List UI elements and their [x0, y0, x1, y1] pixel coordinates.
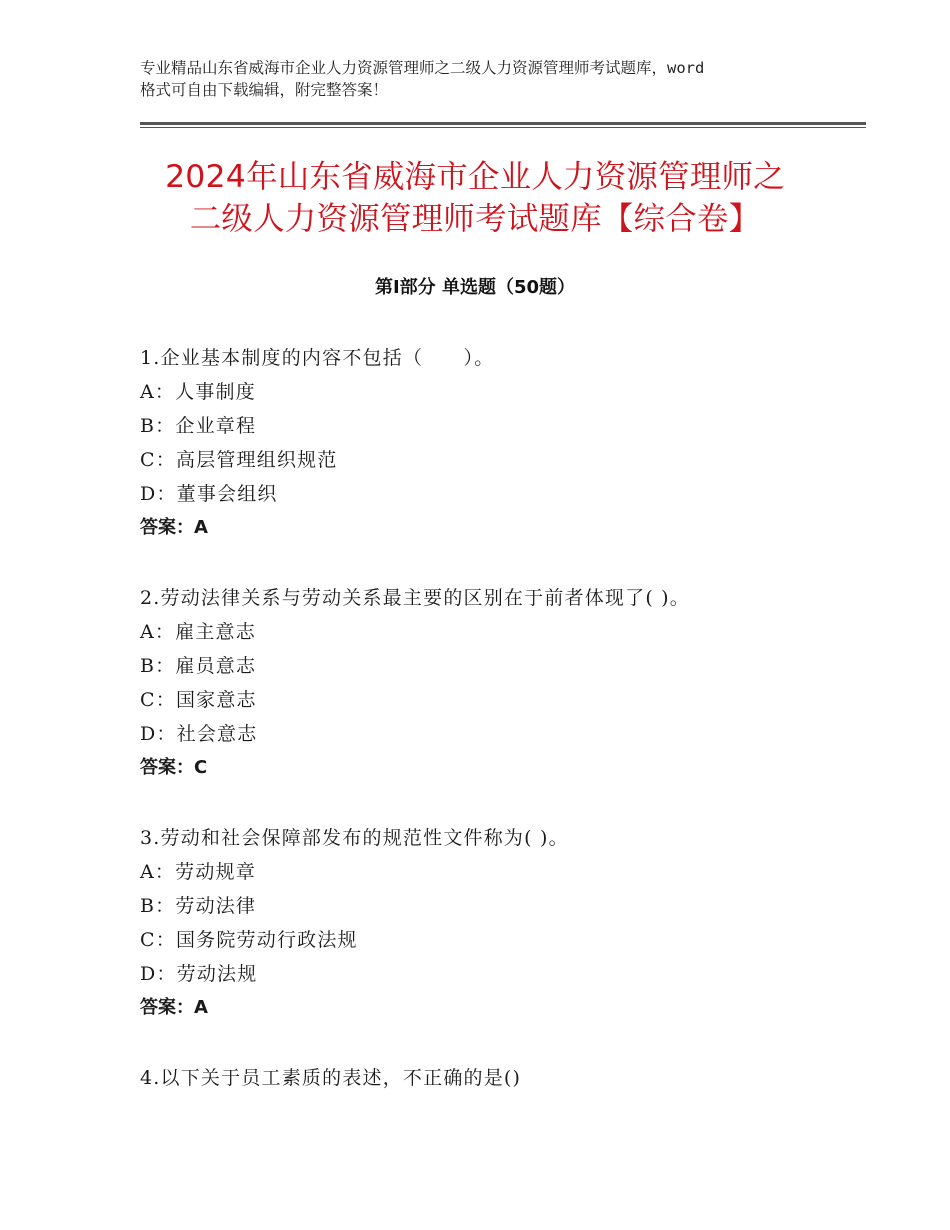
question-1	[140, 344, 860, 548]
header-note-line-2: 格式可自由下载编辑，附完整答案！	[140, 81, 389, 99]
header-rule-thin	[140, 127, 866, 128]
option-b: B：劳动法律	[140, 895, 257, 917]
option-a: A：雇主意志	[140, 621, 256, 643]
option-b: B：雇员意志	[140, 655, 257, 677]
question-4	[140, 1064, 860, 1098]
title-line-2: 二级人力资源管理师考试题库【综合卷】	[189, 201, 761, 237]
question-spacer	[140, 548, 860, 584]
option-c: C：高层管理组织规范	[140, 449, 338, 471]
title-line-1: 2024年山东省威海市企业人力资源管理师之	[165, 159, 785, 195]
question-3	[140, 824, 860, 1028]
question-stem: 4.以下关于员工素质的表述，不正确的是()	[140, 1067, 522, 1089]
question-list	[140, 344, 860, 1098]
answer-label: 答案：C	[140, 757, 208, 778]
question-2	[140, 584, 860, 788]
document-title	[95, 156, 855, 240]
answer-label: 答案：A	[140, 997, 208, 1018]
option-b: B：企业章程	[140, 415, 257, 437]
header-note	[140, 57, 830, 101]
question-spacer	[140, 788, 860, 824]
answer-label: 答案：A	[140, 517, 208, 538]
option-d: D：劳动法规	[140, 963, 258, 985]
header-rule-thick	[140, 122, 866, 125]
option-a: A：人事制度	[140, 381, 256, 403]
question-stem: 2.劳动法律关系与劳动关系最主要的区别在于前者体现了( )。	[140, 587, 690, 609]
question-spacer	[140, 1028, 860, 1064]
option-c: C：国家意志	[140, 689, 257, 711]
option-d: D：社会意志	[140, 723, 258, 745]
section-heading: 第Ⅰ部分 单选题（50题）	[374, 277, 575, 298]
question-stem: 1.企业基本制度的内容不包括（ ）。	[140, 347, 495, 369]
option-c: C：国务院劳动行政法规	[140, 929, 358, 951]
option-a: A：劳动规章	[140, 861, 256, 883]
option-d: D：董事会组织	[140, 483, 278, 505]
question-stem: 3.劳动和社会保障部发布的规范性文件称为( )。	[140, 827, 569, 849]
header-note-line-1: 专业精品山东省威海市企业人力资源管理师之二级人力资源管理师考试题库，word	[140, 59, 705, 77]
